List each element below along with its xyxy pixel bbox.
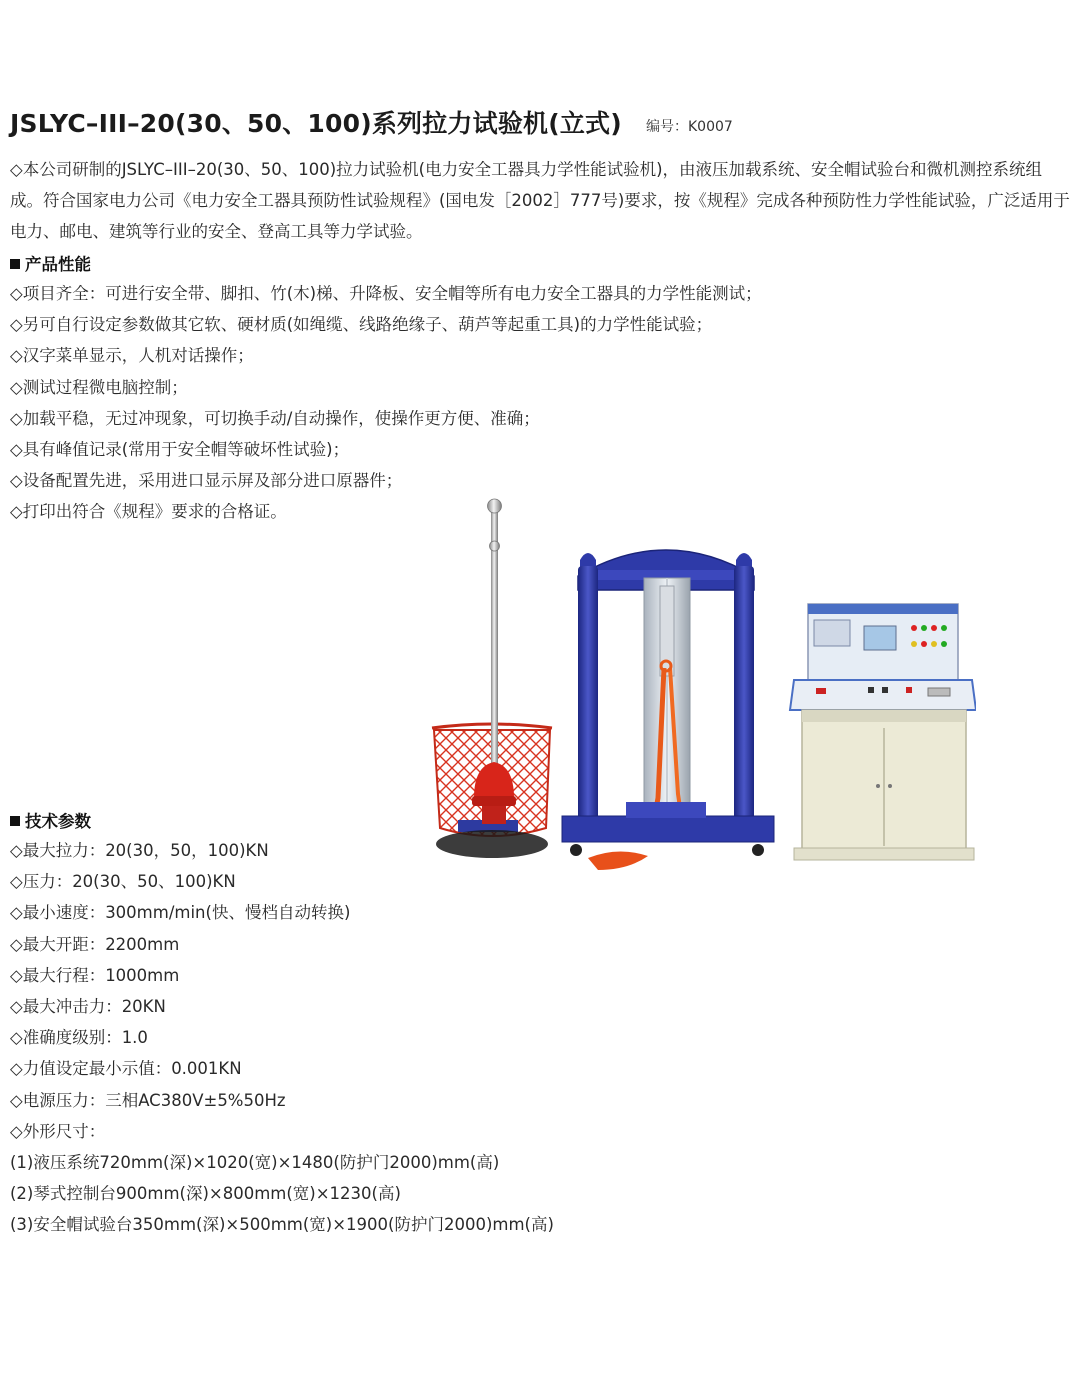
feature-item: ◇汉字菜单显示，人机对话操作； (10, 346, 254, 366)
feature-item: ◇测试过程微电脑控制； (10, 377, 188, 397)
page-title: JSLYC–III–20(30、50、100)系列拉力试验机(立式) (10, 109, 622, 138)
feature-item: ◇打印出符合《规程》要求的合格证。 (10, 502, 287, 522)
spec-item: ◇最大冲击力：20KN (10, 997, 166, 1017)
feature-item: ◇项目齐全：可进行安全带、脚扣、竹(木)梯、升降板、安全帽等所有电力安全工器具的力学性能测试； (10, 284, 762, 303)
features-heading-label: 产品性能 (25, 255, 91, 274)
square-bullet-icon (10, 259, 20, 269)
features-heading (10, 251, 91, 275)
frame-base (562, 816, 774, 842)
spec-item: ◇最大行程：1000mm (10, 965, 180, 985)
spec-item: ◇外形尺寸： (10, 1121, 106, 1141)
spec-item: ◇压力：20(30、50、100)KN (10, 872, 236, 892)
specs-heading-label: 技术参数 (25, 812, 91, 831)
spec-item: ◇最大拉力：20(30，50，100)KN (10, 841, 269, 860)
spec-item: ◇最小速度：300mm/min(快、慢档自动转换) (10, 903, 351, 923)
hydraulic-frame (562, 550, 774, 870)
specs-list (10, 835, 554, 1241)
specs-heading (10, 808, 91, 832)
control-console (790, 604, 976, 860)
intro-paragraph: ◇本公司研制的JSLYC–III–20(30、50、100)拉力试验机(电力安全工器具力学性能试验机)，由液压加载系统、安全帽试验台和微机测控系统组成。符合国家电力公司《电力安全工器具预防性试验规程》(国电发［2002］777号)要求，按《规程》完成各种预防性力学性能试验，广泛适用于电力、邮电、建筑等行业的安全、登高工具等力学试验。 (10, 160, 1070, 241)
feature-item: ◇另可自行设定参数做其它软、硬材质(如绳缆、线路绝缘子、葫芦等起重工具)的力学性能试验； (10, 315, 713, 335)
features-list (10, 278, 762, 528)
spec-item: (2)琴式控制台900mm(深)×800mm(宽)×1230(高) (10, 1184, 401, 1204)
product-code: 编号：K0007 (646, 119, 733, 135)
left-column (578, 566, 598, 828)
square-bullet-icon (10, 816, 20, 826)
helmet-test-stand (432, 499, 552, 858)
spec-item: (1)液压系统720mm(深)×1020(宽)×1480(防护门2000)mm(高) (10, 1153, 500, 1173)
display-screen (864, 626, 896, 650)
right-column (734, 566, 754, 828)
spec-item: ◇力值设定最小示值：0.001KN (10, 1059, 242, 1079)
product-image (428, 498, 976, 882)
spec-item: ◇准确度级别：1.0 (10, 1028, 148, 1048)
feature-item: ◇具有峰值记录(常用于安全帽等破坏性试验)； (10, 440, 350, 460)
feature-item: ◇设备配置先进，采用进口显示屏及部分进口原器件； (10, 471, 403, 491)
stand-base (436, 830, 548, 858)
spec-item: (3)安全帽试验台350mm(深)×500mm(宽)×1900(防护门2000)mm(高) (10, 1215, 554, 1235)
spec-item: ◇最大开距：2200mm (10, 934, 180, 954)
feature-item: ◇加载平稳，无过冲现象，可切换手动/自动操作，使操作更方便、准确； (10, 408, 540, 428)
spec-item: ◇电源压力：三相AC380V±5%50Hz (10, 1090, 286, 1110)
